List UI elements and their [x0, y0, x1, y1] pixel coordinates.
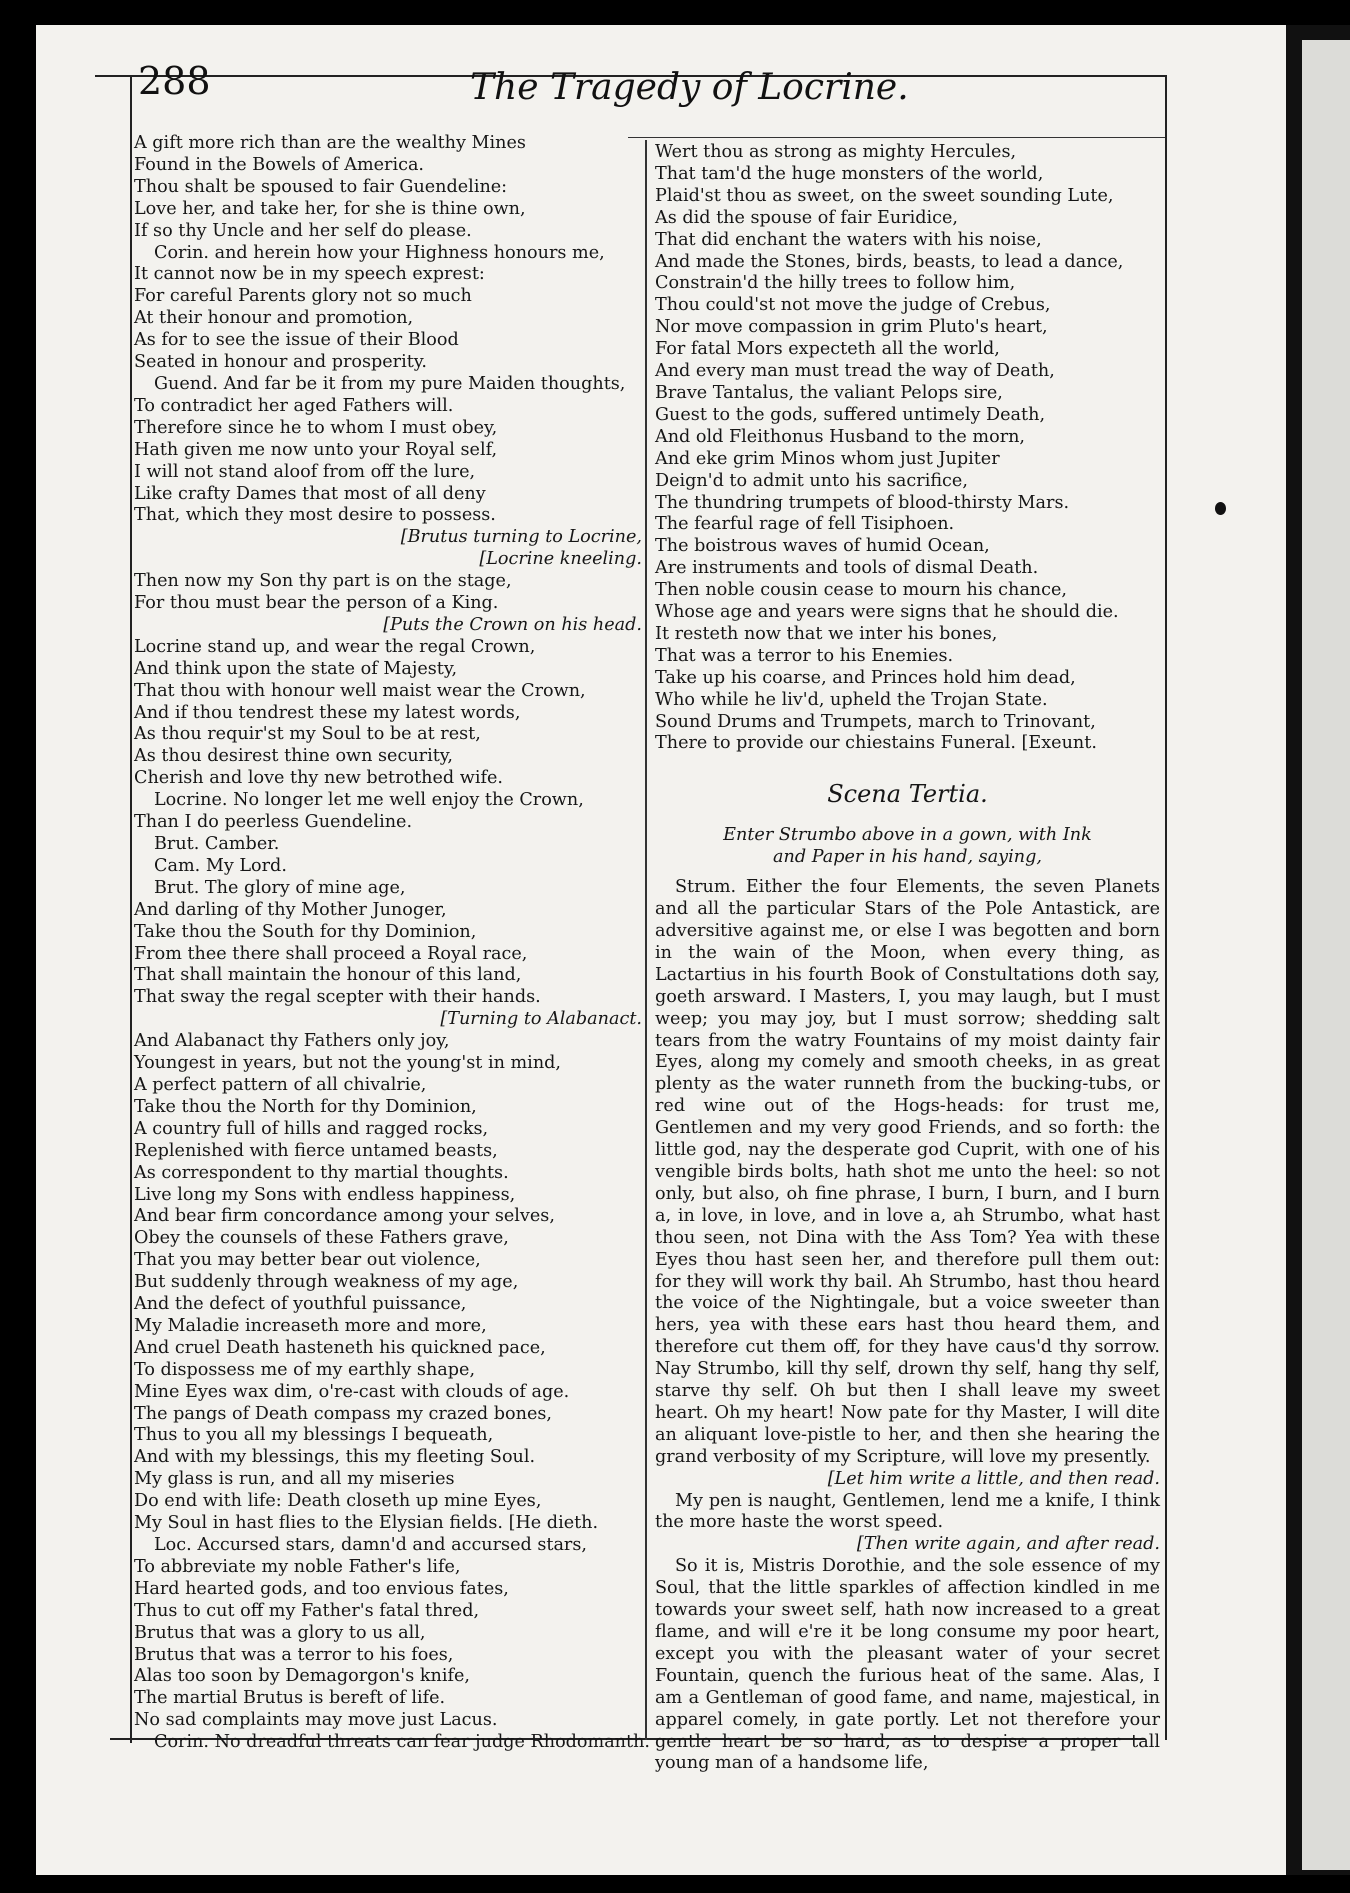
scene-title: Scena Tertia. [827, 780, 988, 809]
verse-line: The pangs of Death compass my crazed bones, [134, 1403, 552, 1424]
verse-line: Cam. My Lord. [154, 855, 287, 876]
verse-line: Brut. The glory of mine age, [154, 877, 406, 898]
verse-line: At their honour and promotion, [134, 308, 414, 329]
verse-line: That, which they most desire to possess. [134, 505, 496, 526]
verse-line: For thou must bear the person of a King. [134, 593, 499, 614]
verse-line: And old Fleithonus Husband to the morn, [655, 426, 1026, 447]
verse-line: As for to see the issue of their Blood [134, 330, 459, 351]
verse-line: My glass is run, and all my miseries [134, 1469, 455, 1490]
verse-line: And bear firm concordance among your selves, [134, 1206, 555, 1227]
verse-line: And cruel Death hasteneth his quickned pace, [134, 1337, 546, 1358]
verse-line: Take thou the South for thy Dominion, [134, 921, 477, 942]
verse-line: And darling of thy Mother Junoger, [134, 899, 447, 920]
prose-paragraph-1: Strum. Either the four Elements, the seven Planets and all the particular Stars of the Pole Antastick, are adversitive against me, or else I was begotten and born in the wain of the Moon, when every thing, as Lactartius in his fourth Book of Constultations doth say, goeth arsward. I Masters, I, you may laugh, but I must weep; you may joy, but I must sorrow; shedding salt tears from the watry Fountains of my moist dainty fair Eyes, along my comely and smooth cheeks, in as great plenty as the water runneth from the bucking-tubs, or red wine out of the Hogs-heads: for trust me, Gentlemen and my very good Friends, and so forth: the little god, nay the desperate god Cuprit, with one of his vengible birds bolts, hath shot me unto the heel: so not only, but also, oh fine phrase, I burn, I burn, and I burn a, in love, in love, and in love a, ah Strumbo, what hast thou seen, not Dina with the Ass Tom? Yea with these Eyes thou hast seen her, and therefore pull them out: for they will work thy bail. Ah Strumbo, hast thou heard the voice of the Nightingale, but a voice sweeter than hers, yea with these ears hast thou heard them, and therefore cut them off, for they have caus'd thy sorrow. Nay Strumbo, kill thy self, drown thy self, hang thy self, starve thy self. Oh but then I shall leave my sweet heart. Oh my heart! Now pate for thy Master, I will dite an aliquant love-pistle to her, and then she hearing the grand verbosity of my Scripture, will love my presently. [655, 877, 1160, 1467]
stage-direction-write: [Let him write a little, and then read. [827, 1468, 1160, 1489]
verse-line: Then now my Son thy part is on the stage, [134, 571, 512, 592]
verse-line: As did the spouse of fair Euridice, [655, 207, 959, 228]
verse-line: But suddenly through weakness of my age, [134, 1272, 519, 1293]
facing-page-edge [1302, 40, 1350, 1870]
verse-line: No sad complaints may move just Lacus. [134, 1710, 498, 1731]
verse-line: Wert thou as strong as mighty Hercules, [655, 142, 1017, 162]
verse-line: There to provide our chiestains Funeral. [Exeunt. [655, 733, 1097, 754]
verse-line: Do end with life: Death closeth up mine Eyes, [134, 1491, 542, 1512]
verse-line: Take up his coarse, and Princes hold him dead, [655, 667, 1076, 688]
verse-line: Brutus that was a glory to us all, [134, 1622, 426, 1643]
verse-line: And if thou tendrest these my latest words, [134, 702, 521, 723]
stage-direction: [Puts the Crown on his head. [383, 614, 642, 635]
verse-line: Then noble cousin cease to mourn his chance, [655, 580, 1068, 601]
verse-line: Corin. No dreadful threats can fear judge Rhodomanth. [154, 1732, 651, 1753]
verse-line: Obey the counsels of these Fathers grave, [134, 1228, 509, 1249]
verse-line: My Soul in hast flies to the Elysian fields. [He dieth. [134, 1513, 599, 1534]
verse-line: Like crafty Dames that most of all deny [134, 483, 486, 504]
verse-line: Hard hearted gods, and too envious fates, [134, 1578, 509, 1599]
verse-line: Are instruments and tools of dismal Death. [655, 558, 1039, 579]
verse-line: The fearful rage of fell Tisiphoen. [655, 514, 955, 535]
verse-line: Cherish and love thy new betrothed wife. [134, 768, 503, 789]
verse-line: As thou requir'st my Soul to be at rest, [134, 724, 481, 745]
verse-line: Corin. and herein how your Highness honours me, [154, 242, 605, 263]
right-column [655, 142, 1160, 1775]
strumbo-speech [655, 877, 1160, 1775]
verse-line: Thus to cut off my Father's fatal thred, [134, 1600, 480, 1621]
verse-line: A gift more rich than are the wealthy Mines [134, 133, 526, 153]
verse-line: My Maladie increaseth more and more, [134, 1315, 487, 1336]
right-verse [655, 142, 1160, 755]
verse-line: And with my blessings, this my fleeting Soul. [134, 1447, 536, 1468]
verse-line: That did enchant the waters with his noise, [655, 229, 1042, 250]
verse-line: That you may better bear out violence, [134, 1250, 481, 1271]
verse-line: A perfect pattern of all chivalrie, [134, 1074, 427, 1095]
verse-line: Mine Eyes wax dim, o're-cast with clouds of age. [134, 1381, 570, 1402]
verse-line: And Alabanact thy Fathers only joy, [134, 1031, 450, 1052]
verse-line: Than I do peerless Guendeline. [134, 812, 413, 833]
verse-line: And eke grim Minos whom just Jupiter [655, 448, 1000, 469]
prose-paragraph-2: My pen is naught, Gentlemen, lend me a knife, I think the more haste the worst speed. [655, 1490, 1160, 1533]
stage-direction: [Brutus turning to Locrine, [400, 527, 642, 548]
verse-line: Therefore since he to whom I must obey, [134, 417, 498, 438]
column-rule [645, 140, 647, 1740]
prose-paragraph-3: So it is, Mistris Dorothie, and the sole essence of my Soul, that the little sparkles of affection kindled in me towards your sweet self, hath now increased to a great flame, and will e're it be long consume my poor heart, except you with the pleasant water of your secret Fountain, quench the furious heat of the same. Alas, I am a Gentleman of good fame, and name, majestical, in apparel comely, in gate portly. Let not therefore your gentle heart be so hard, as to despise a proper tall young man of a handsome life, [655, 1556, 1160, 1774]
verse-line: It cannot now be in my speech exprest: [134, 264, 485, 285]
verse-line: It resteth now that we inter his bones, [655, 623, 998, 644]
verse-line: For fatal Mors expecteth all the world, [655, 339, 1000, 360]
verse-line: Locrine stand up, and wear the regal Crown, [134, 636, 536, 657]
verse-line: To abbreviate my noble Father's life, [134, 1556, 461, 1577]
stage-direction: [Turning to Alabanact. [440, 1009, 642, 1030]
verse-line: From thee there shall proceed a Royal race, [134, 943, 528, 964]
verse-line: For careful Parents glory not so much [134, 286, 472, 307]
stage-direction-write-again: [Then write again, and after read. [856, 1534, 1160, 1555]
verse-line: Constrain'd the hilly trees to follow him, [655, 273, 1016, 294]
verse-line: And made the Stones, birds, beasts, to lead a dance, [655, 251, 1124, 272]
verse-line: Guest to the gods, suffered untimely Death, [655, 404, 1046, 425]
verse-line: Replenished with fierce untamed beasts, [134, 1140, 498, 1161]
page-number: 288 [138, 59, 211, 103]
verse-line: Alas too soon by Demagorgon's knife, [134, 1666, 470, 1687]
verse-line: Brave Tantalus, the valiant Pelops sire, [655, 382, 1003, 403]
verse-line: Brut. Camber. [154, 834, 280, 854]
ink-blot [1215, 502, 1226, 515]
verse-line: That thou with honour well maist wear the Crown, [134, 680, 586, 701]
verse-line: Take thou the North for thy Dominion, [134, 1096, 477, 1117]
verse-line: To dispossess me of my earthly shape, [134, 1359, 476, 1380]
verse-line: Hath given me now unto your Royal self, [134, 439, 498, 460]
verse-line: Plaid'st thou as sweet, on the sweet sounding Lute, [655, 185, 1114, 206]
verse-line: Love her, and take her, for she is thine own, [134, 198, 526, 219]
entry-direction-line-1: Enter Strumbo above in a gown, with Ink [723, 825, 1092, 846]
verse-line: Found in the Bowels of America. [134, 154, 425, 175]
verse-line: Live long my Sons with endless happiness, [134, 1184, 516, 1205]
running-title: The Tragedy of Locrine. [470, 67, 909, 108]
left-column [134, 133, 651, 1754]
verse-line: Who while he liv'd, upheld the Trojan State. [655, 689, 1048, 710]
verse-line: As thou desirest thine own security, [134, 746, 453, 767]
verse-line: And the defect of youthful puissance, [134, 1294, 467, 1315]
verse-line: Thou shalt be spoused to fair Guendeline: [134, 176, 508, 197]
verse-line: Youngest in years, but not the young'st in mind, [134, 1053, 562, 1074]
verse-line: A country full of hills and ragged rocks, [134, 1118, 489, 1139]
verse-line: To contradict her aged Fathers will. [134, 395, 454, 416]
verse-line: I will not stand aloof from off the lure, [134, 461, 476, 482]
verse-line: Whose age and years were signs that he should die. [655, 602, 1119, 623]
verse-line: The thundring trumpets of blood-thirsty Mars. [655, 492, 1070, 513]
stage-direction: [Locrine kneeling. [479, 549, 642, 570]
header-rule [628, 137, 1165, 138]
verse-line: Seated in honour and prosperity. [134, 352, 427, 373]
verse-line: Thus to you all my blessings I bequeath, [134, 1425, 494, 1446]
verse-line: Thou could'st not move the judge of Crebus, [655, 295, 1051, 316]
verse-line: Sound Drums and Trumpets, march to Trinovant, [655, 711, 1096, 732]
verse-line: Locrine. No longer let me well enjoy the Crown, [154, 790, 584, 811]
verse-line: That shall maintain the honour of this land, [134, 965, 522, 986]
verse-line: The martial Brutus is bereft of life. [134, 1688, 446, 1709]
verse-line: And think upon the state of Majesty, [134, 658, 458, 679]
verse-line: And every man must tread the way of Death, [655, 361, 1055, 382]
verse-line: The boistrous waves of humid Ocean, [655, 536, 990, 557]
verse-line: That was a terror to his Enemies. [655, 645, 954, 666]
entry-direction-line-2: and Paper in his hand, saying, [773, 847, 1042, 868]
verse-line: That sway the regal scepter with their hands. [134, 987, 541, 1008]
verse-line: Nor move compassion in grim Pluto's heart, [655, 317, 1048, 338]
verse-line: Deign'd to admit unto his sacrifice, [655, 470, 968, 491]
verse-line: Brutus that was a terror to his foes, [134, 1644, 454, 1665]
right-rule [1165, 75, 1167, 1740]
verse-line: Guend. And far be it from my pure Maiden thoughts, [154, 373, 626, 394]
left-rule [130, 75, 132, 1743]
verse-line: Loc. Accursed stars, damn'd and accursed stars, [154, 1535, 587, 1555]
verse-line: As correspondent to thy martial thoughts. [134, 1162, 509, 1183]
verse-line: If so thy Uncle and her self do please. [134, 220, 472, 241]
verse-line: That tam'd the huge monsters of the world, [655, 163, 1044, 184]
